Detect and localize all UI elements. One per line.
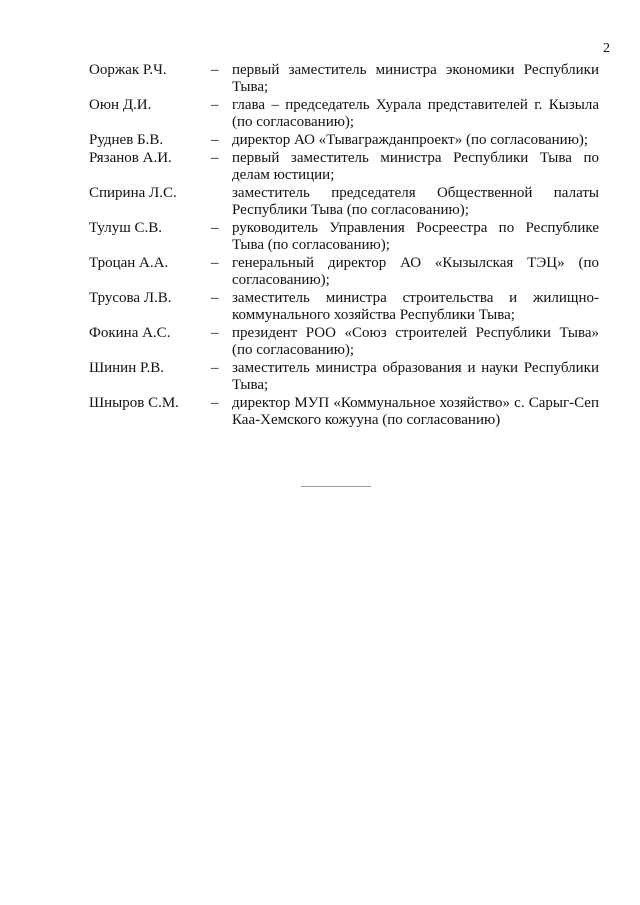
member-name: Руднев Б.В.: [89, 132, 164, 148]
dash-separator: –: [211, 62, 219, 78]
member-name: Трусова Л.В.: [89, 290, 172, 306]
dash-separator: –: [211, 255, 219, 271]
member-position: первый заместитель министра Республики Тыва по делам юстиции;: [232, 150, 599, 183]
member-name: Тулуш С.В.: [89, 220, 163, 236]
member-position: первый заместитель министра экономики Республики Тыва;: [232, 62, 599, 95]
dash-separator: –: [211, 325, 219, 341]
member-name: Рязанов А.И.: [89, 150, 172, 166]
member-position: генеральный директор АО «Кызылская ТЭЦ» (по согласованию);: [232, 255, 599, 288]
member-position: президент РОО «Союз строителей Республики Тыва» (по согласованию);: [232, 325, 599, 358]
list-item: [89, 132, 599, 149]
member-name: Спирина Л.С.: [89, 185, 177, 201]
member-position: руководитель Управления Росреестра по Республике Тыва (по согласованию);: [232, 220, 599, 253]
list-item: [89, 395, 599, 429]
member-name: Шныров С.М.: [89, 395, 179, 411]
dash-separator: –: [211, 150, 219, 166]
list-item: [89, 255, 599, 289]
member-name: Фокина А.С.: [89, 325, 171, 341]
list-item: [89, 360, 599, 394]
dash-separator: –: [211, 395, 219, 411]
member-position: директор АО «Тывагражданпроект» (по согласованию);: [232, 132, 589, 148]
list-item: [89, 325, 599, 359]
member-position: заместитель министра строительства и жилищно-коммунального хозяйства Республики Тыва;: [232, 290, 599, 323]
list-item: [89, 290, 599, 324]
member-position: глава – председатель Хурала представителей г. Кызыла (по согласованию);: [232, 97, 599, 130]
member-position: заместитель председателя Общественной палаты Республики Тыва (по согласованию);: [232, 185, 599, 218]
closing-divider: [301, 486, 371, 487]
list-item: [89, 185, 599, 219]
dash-separator: –: [211, 360, 219, 376]
dash-separator: –: [211, 97, 219, 113]
list-item: [89, 220, 599, 254]
list-item: [89, 97, 599, 131]
member-name: Троцан А.А.: [89, 255, 169, 271]
member-name: Оюн Д.И.: [89, 97, 152, 113]
list-item: [89, 62, 599, 96]
member-position: заместитель министра образования и науки Республики Тыва;: [232, 360, 599, 393]
dash-separator: –: [211, 132, 219, 148]
dash-separator: –: [211, 220, 219, 236]
member-list: [89, 62, 599, 430]
page-number: 2: [603, 41, 610, 56]
list-item: [89, 150, 599, 184]
member-name: Ооржак Р.Ч.: [89, 62, 167, 78]
dash-separator: –: [211, 290, 219, 306]
member-position: директор МУП «Коммунальное хозяйство» с. Сарыг-Сеп Каа-Хемского кожууна (по согласованию): [232, 395, 599, 428]
member-name: Шинин Р.В.: [89, 360, 164, 376]
